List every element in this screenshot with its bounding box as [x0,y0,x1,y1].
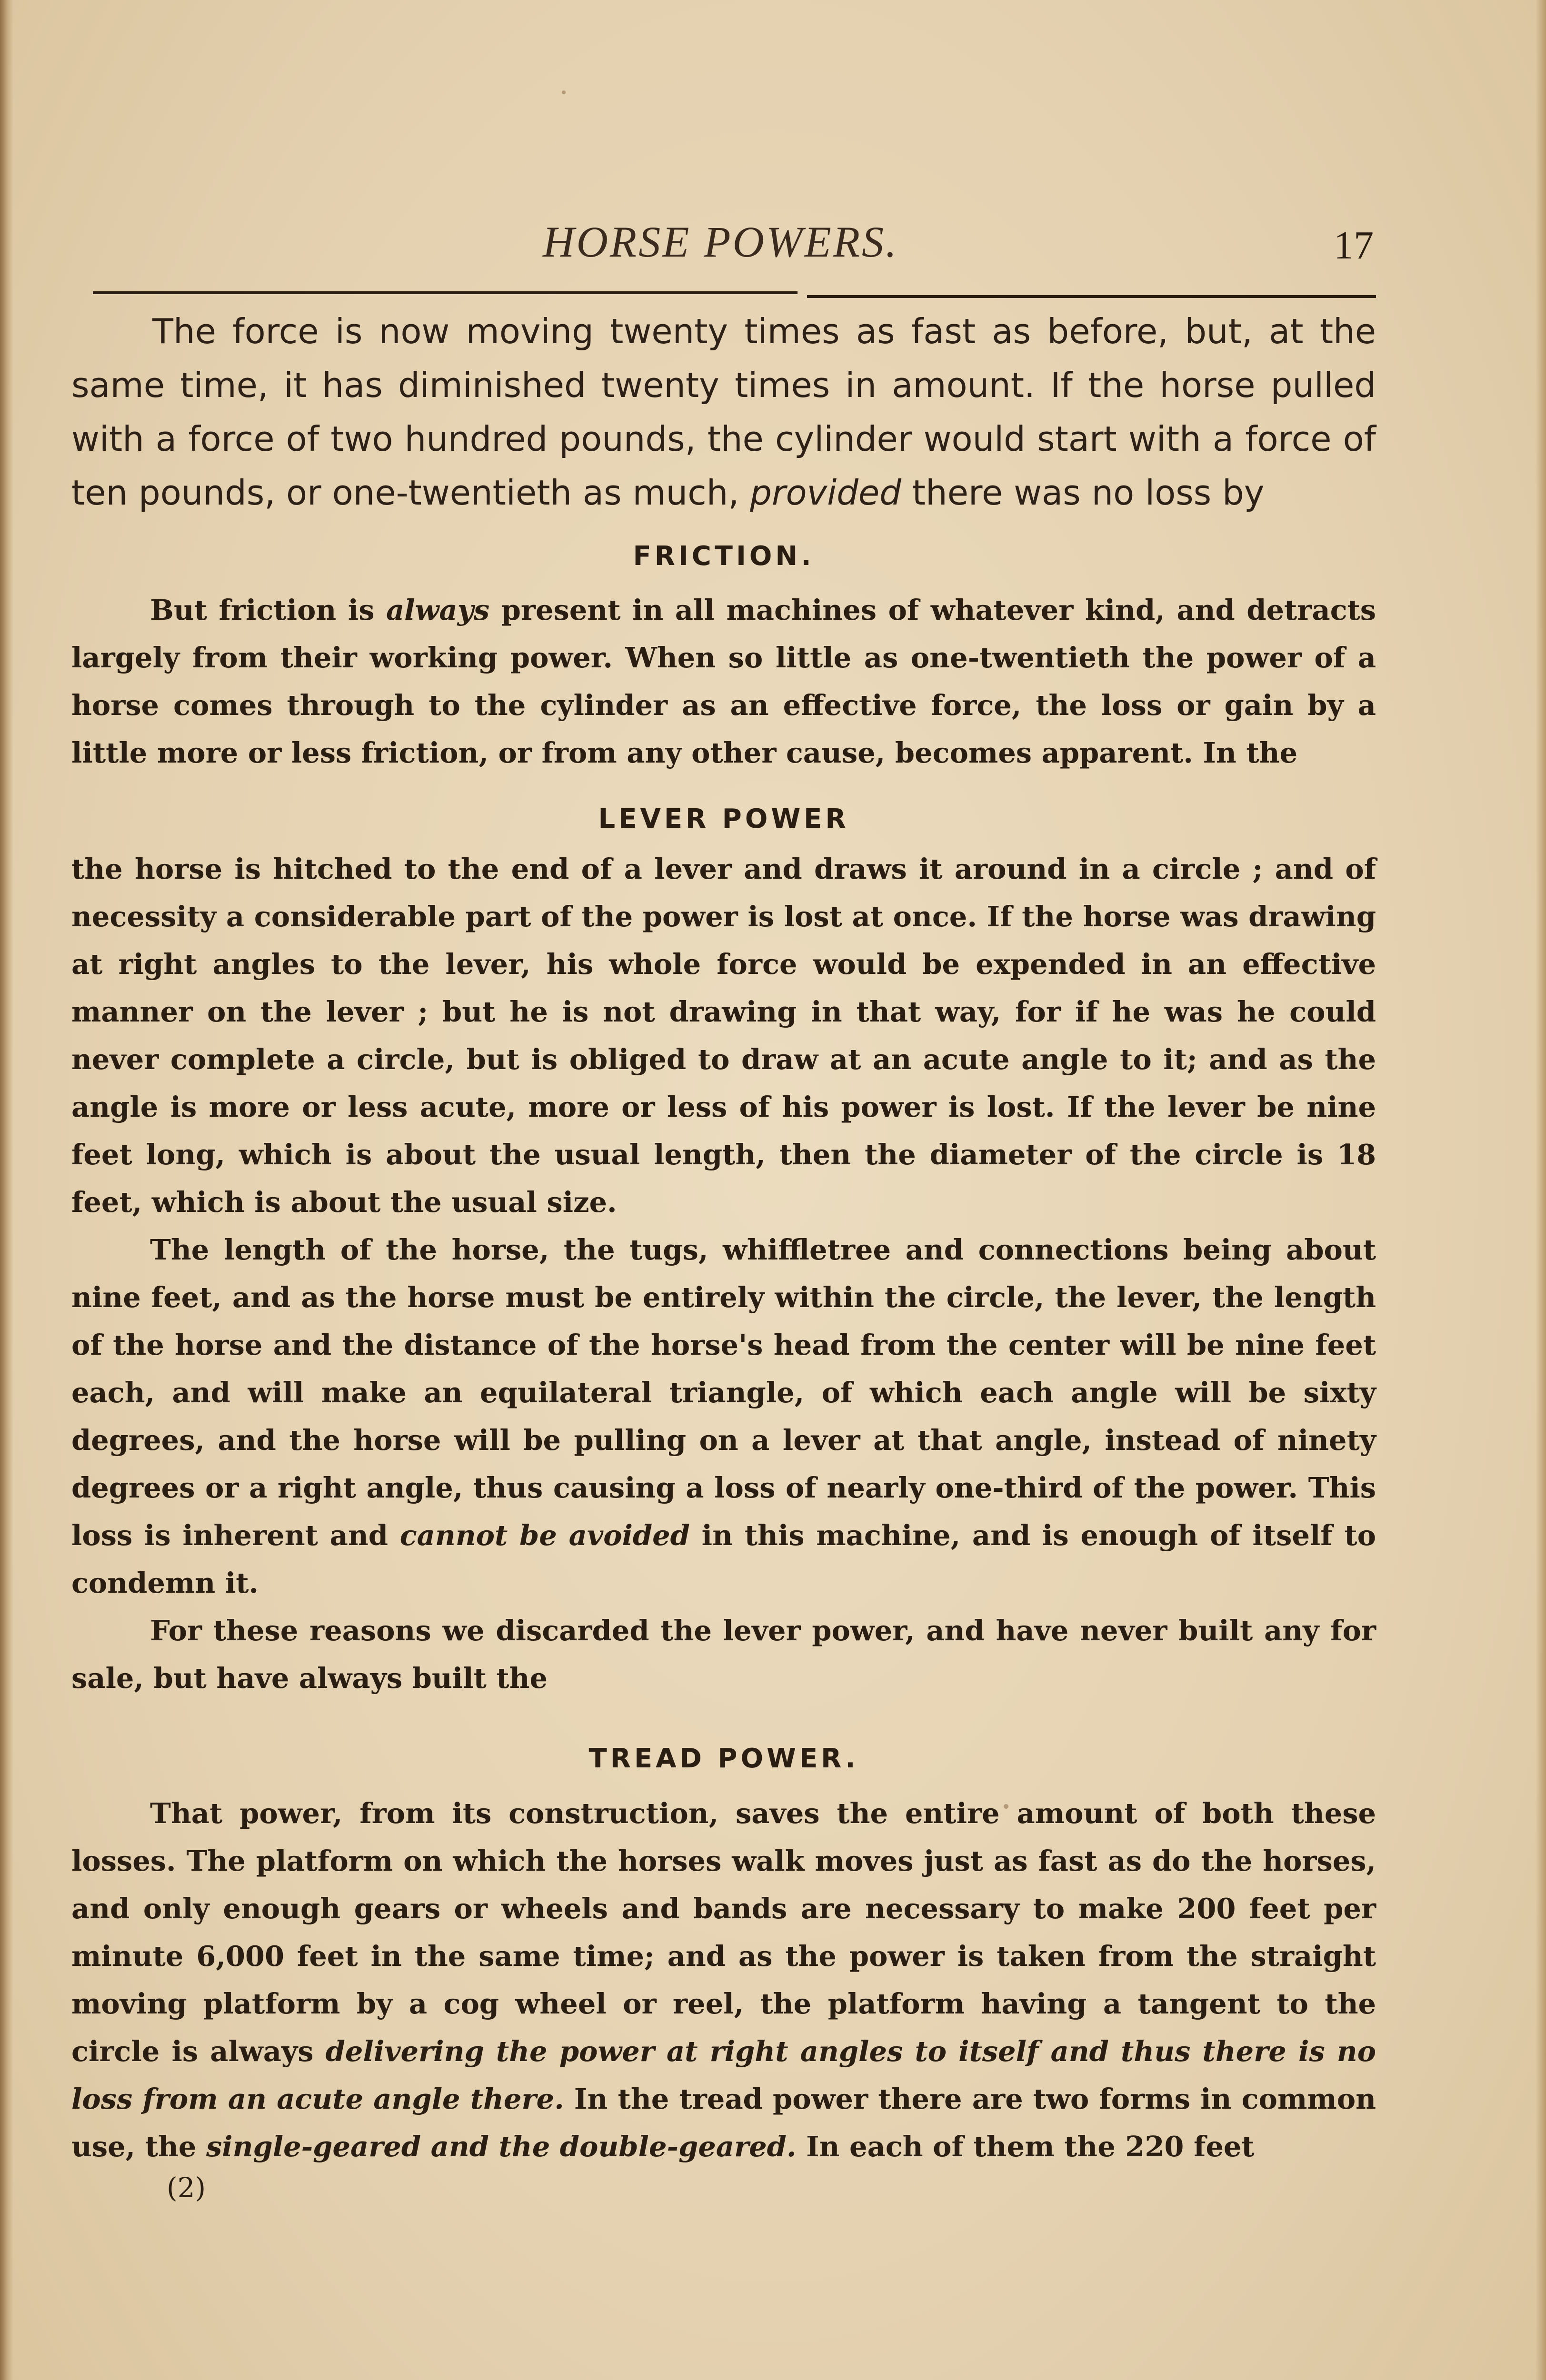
paragraph-tread: That power, from its construction, saves the entire amount of both these losses. The platform on which the horses walk moves just as fast as do the horses, and only enough gears or wheels and bands are necessary to make 200 feet per minute 6,000 feet in the same time; and as the power is taken from the straight moving platform by a cog wheel or reel, the platform having a tangent to the circle is always delivering the power at right angles to itself and thus there is no loss from an acute angle there. In the tread power there are two forms in common use, the single-geared and the double-geared. In each of them the 220 feet [71,1797,1376,2163]
running-title: HORSE POWERS. [543,218,898,266]
page-edge-shadow [1536,0,1546,2380]
page-header [90,217,1386,274]
paragraph-reasons: For these reasons we discarded the lever power, and have never built any for sale, but have always built the [71,1614,1376,1695]
paper-spot [562,90,566,94]
heading-lever-power: LEVER POWER [598,803,849,834]
signature-mark: (2) [167,2172,206,2204]
paragraph-friction: But friction is always present in all machines of whatever kind, and detracts largely from their working power. When so little as one-twentieth the power of a horse comes through to the cylinder as an effective force, the loss or gain by a little more or less friction, or from any other cause, becomes apparent. In the [71,594,1376,769]
heading-friction: FRICTION. [633,541,815,572]
binding-shadow [0,0,13,2380]
page-body [71,305,1376,2204]
paragraph-force: The force is now moving twenty times as fast as before, but, at the same time, it has diminished twenty times in amount. If the horse pulled with a force of two hundred pounds, the cylinder would start with a force of ten pounds, or one-twentieth as much, provided there was no loss by [71,311,1376,513]
page-number: 17 [1334,223,1374,268]
paragraph-horse-length: The length of the horse, the tugs, whiffletree and connections being about nine feet, and as the horse must be entirely within the circle, the lever, the length of the horse and the distance of the horse's head from the center will be nine feet each, and will make an equilateral triangle, of which each angle will be sixty degrees, and the horse will be pulling on a lever at that angle, instead of ninety degrees or a right angle, thus causing a loss of nearly one-third of the power. This loss is inherent and cannot be avoided in this machine, and is enough of itself to condemn it. [71,1233,1376,1599]
paragraph-lever: the horse is hitched to the end of a lever and draws it around in a circle ; and of necessity a considerable part of the power is lost at once. If the horse was drawing at right angles to the lever, his whole force would be expended in an effective manner on the lever ; but he is not drawing in that way, for if he was he could never complete a circle, but is obliged to draw at an acute angle to it; and as the angle is more or less acute, more or less of his power is lost. If the lever be nine feet long, which is about the usual length, then the diameter of the circle is 18 feet, which is about the usual size. [71,853,1376,1219]
header-rule-right [807,295,1376,298]
heading-tread-power: TREAD POWER. [588,1743,859,1774]
header-rule-left [93,291,798,294]
